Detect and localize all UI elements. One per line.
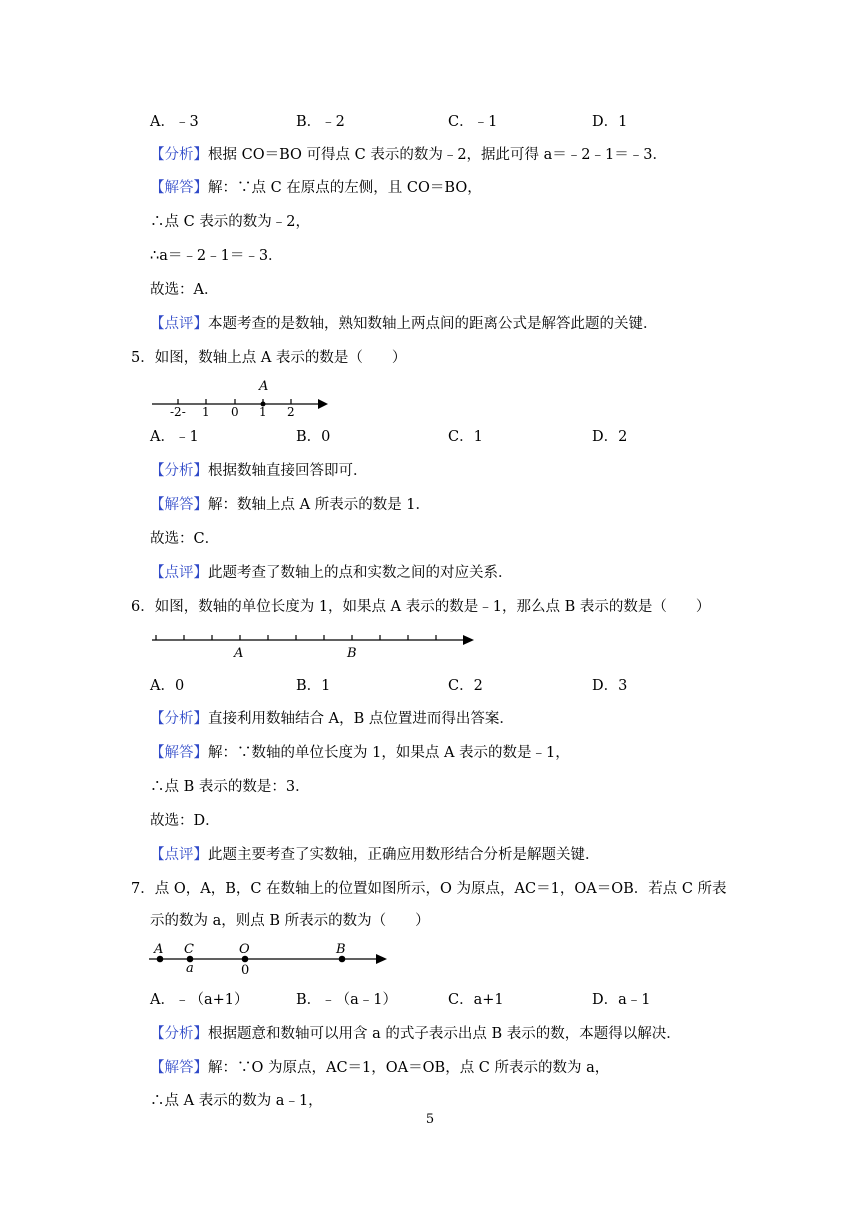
point-b-label: B bbox=[347, 646, 357, 661]
page-number: 5 bbox=[425, 1112, 435, 1127]
q7-solution bbox=[150, 1058, 609, 1078]
solution-line: ∴点 C 表示的数为﹣2， bbox=[150, 214, 311, 230]
q6-question: 6．如图，数轴的单位长度为 1，如果点 A 表示的数是﹣1，那么点 B 表示的数是（ ） bbox=[131, 599, 711, 615]
q6-number-line bbox=[148, 628, 478, 662]
solution-line: 解：数轴上点 A 所表示的数是 1． bbox=[208, 497, 431, 513]
q6-option-a: A．0 bbox=[150, 678, 185, 694]
q5-number-line bbox=[148, 376, 338, 418]
point-a-label: A bbox=[154, 942, 164, 957]
solution-line: 故选：C． bbox=[150, 531, 220, 547]
q7-question-line-2: 示的数为 a，则点 B 所表示的数为（ ） bbox=[150, 913, 430, 929]
solution-line: 解：∵数轴的单位长度为 1，如果点 A 表示的数是﹣1， bbox=[208, 745, 570, 761]
q5-comment bbox=[150, 563, 513, 583]
comment-tag: 【点评】 bbox=[150, 847, 208, 863]
comment-tag: 【点评】 bbox=[150, 565, 208, 581]
solution-line: ∴点 B 表示的数是：3． bbox=[150, 779, 310, 795]
analysis-text: 直接利用数轴结合 A，B 点位置进而得出答案． bbox=[208, 711, 514, 727]
analysis-tag: 【分析】 bbox=[150, 1026, 208, 1042]
q5-option-a: A．﹣1 bbox=[150, 429, 199, 445]
comment-text: 此题主要考查了实数轴，正确应用数形结合分析是解题关键． bbox=[208, 847, 600, 863]
analysis-text: 根据数轴直接回答即可． bbox=[208, 463, 368, 479]
solution-line: 解：∵O 为原点，AC＝1，OA＝OB，点 C 所表示的数为 a， bbox=[208, 1060, 610, 1076]
solution-line: ∴点 A 表示的数为 a﹣1， bbox=[150, 1093, 323, 1109]
q7-number-line bbox=[145, 938, 395, 980]
tick-label: 0 bbox=[231, 405, 239, 418]
q7-question-line-1: 7．点 O，A，B，C 在数轴上的位置如图所示，O 为原点，AC＝1，OA＝OB．若点 C 所表 bbox=[131, 881, 727, 897]
analysis-tag: 【分析】 bbox=[150, 711, 208, 727]
comment-text: 本题考查的是数轴，熟知数轴上两点间的距离公式是解答此题的关键． bbox=[208, 316, 658, 332]
solution-tag: 【解答】 bbox=[150, 745, 208, 761]
tick-label: -2- bbox=[170, 405, 186, 418]
solution-tag: 【解答】 bbox=[150, 180, 208, 196]
solution-line: ∴a＝﹣2﹣1＝﹣3． bbox=[150, 248, 283, 264]
comment-tag: 【点评】 bbox=[150, 316, 208, 332]
q6-solution bbox=[150, 743, 570, 763]
point-c-label: C bbox=[184, 942, 194, 957]
q4-comment bbox=[150, 314, 658, 334]
point-a-label: A bbox=[234, 646, 244, 661]
q5-option-d: D．2 bbox=[592, 429, 628, 445]
analysis-text: 根据 CO＝BO 可得点 C 表示的数为﹣2，据此可得 a＝﹣2﹣1＝﹣3． bbox=[208, 147, 667, 163]
point-a-label: A bbox=[259, 379, 269, 394]
q7-option-c: C．a+1 bbox=[448, 992, 504, 1008]
solution-line: 故选：A． bbox=[150, 282, 219, 298]
q7-option-a: A．﹣（a+1） bbox=[150, 992, 249, 1008]
q7-option-d: D．a﹣1 bbox=[592, 992, 651, 1008]
tick-label: 1 bbox=[202, 405, 210, 418]
analysis-tag: 【分析】 bbox=[150, 463, 208, 479]
comment-text: 此题考查了数轴上的点和实数之间的对应关系． bbox=[208, 565, 513, 581]
q4-option-c: C．﹣1 bbox=[448, 114, 498, 130]
tick-label: 1 bbox=[259, 405, 267, 418]
q4-solution bbox=[150, 178, 482, 198]
q4-analysis bbox=[150, 145, 667, 165]
q7-analysis bbox=[150, 1024, 681, 1044]
point-o-value: 0 bbox=[241, 963, 250, 978]
q6-comment bbox=[150, 845, 600, 865]
analysis-tag: 【分析】 bbox=[150, 147, 208, 163]
point-o-label: O bbox=[239, 942, 250, 957]
point-b-label: B bbox=[336, 942, 346, 957]
solution-line: 解：∵点 C 在原点的左侧，且 CO＝BO， bbox=[208, 180, 482, 196]
q6-option-b: B．1 bbox=[296, 678, 331, 694]
q5-question: 5．如图，数轴上点 A 表示的数是（ ） bbox=[131, 350, 407, 366]
solution-tag: 【解答】 bbox=[150, 497, 208, 513]
solution-tag: 【解答】 bbox=[150, 1060, 208, 1076]
q6-option-c: C．2 bbox=[448, 678, 483, 694]
point-c-value: a bbox=[186, 961, 194, 976]
q4-option-a: A．﹣3 bbox=[150, 114, 199, 130]
q5-solution bbox=[150, 495, 430, 515]
q4-option-d: D．1 bbox=[592, 114, 628, 130]
q4-option-b: B．﹣2 bbox=[296, 114, 345, 130]
q6-option-d: D．3 bbox=[592, 678, 628, 694]
tick-label: 2 bbox=[287, 405, 295, 418]
analysis-text: 根据题意和数轴可以用含 a 的式子表示出点 B 表示的数，本题得以解决． bbox=[208, 1026, 681, 1042]
solution-line: 故选：D． bbox=[150, 813, 220, 829]
q5-option-c: C．1 bbox=[448, 429, 483, 445]
q5-option-b: B．0 bbox=[296, 429, 331, 445]
q7-option-b: B．﹣（a﹣1） bbox=[296, 992, 398, 1008]
q6-analysis bbox=[150, 709, 514, 729]
q5-analysis bbox=[150, 461, 368, 481]
